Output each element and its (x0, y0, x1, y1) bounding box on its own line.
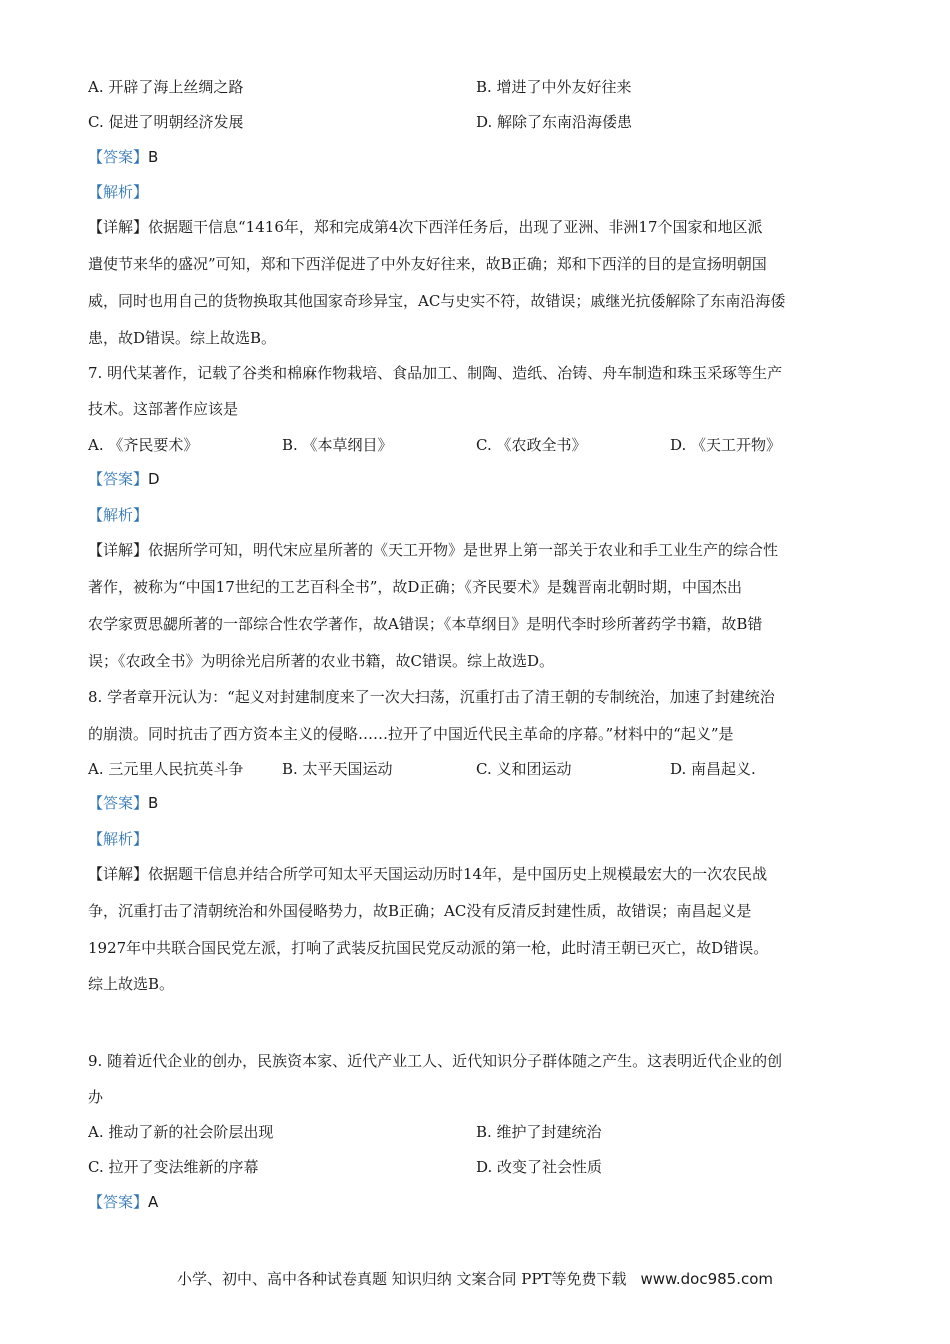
q8-option-d: D. 南昌起义. (670, 760, 756, 778)
q6-detail-line: 威，同时也用自己的货物换取其他国家奇珍异宝，AC与史实不符，故错误；戚继光抗倭解除了东南沿海倭 (88, 292, 786, 310)
q8-option-a: A. 三元里人民抗英斗争 (88, 760, 244, 778)
q9-option-c: C. 拉开了变法维新的序幕 (88, 1158, 259, 1176)
q7-answer (88, 469, 866, 489)
q7-detail-line: 误；《农政全书》为明徐光启所著的农业书籍，故C错误。综上故选D。 (88, 652, 555, 670)
q9-option-d: D. 改变了社会性质 (476, 1158, 603, 1176)
q8-detail-line: 【详解】依据题干信息并结合所学可知太平天国运动历时14年，是中国历史上规模最宏大的一次农民战 (88, 865, 768, 883)
q7-stem: 技术。这部著作应该是 (88, 400, 239, 418)
detail-tag: 【详解】 (88, 218, 149, 236)
q7-detail-line: 农学家贾思勰所著的一部综合性农学著作，故A错误；《本草纲目》是明代李时珍所著药学书籍，故B错 (88, 615, 763, 633)
q9-option-b: B. 维护了封建统治 (476, 1123, 602, 1141)
q7-detail-line: 【详解】依据所学可知，明代宋应星所著的《天工开物》是世界上第一部关于农业和手工业生产的综合性 (88, 541, 779, 559)
answer-tag: 【答案】 (88, 1193, 149, 1211)
answer-tag: 【答案】 (88, 470, 149, 488)
q8-answer (88, 793, 866, 813)
q6-option-b: B. 增进了中外友好往来 (476, 78, 632, 96)
q9-option-a: A. 推动了新的社会阶层出现 (88, 1123, 274, 1141)
q9-stem: 办 (88, 1088, 104, 1106)
q6-option-d: D. 解除了东南沿海倭患 (476, 113, 633, 131)
answer-value: D (148, 470, 160, 488)
q6-detail-line: 遣使节来华的盛况”可知，郑和下西洋促进了中外友好往来，故B正确；郑和下西洋的目的是宣扬明朝国 (88, 255, 767, 273)
q6-detail-line: 【详解】依据题干信息“1416年，郑和完成第4次下西洋任务后，出现了亚洲、非洲17个国家和地区派 (88, 218, 763, 236)
q8-analysis-tag: 【解析】 (88, 830, 149, 848)
answer-value: B (148, 148, 159, 166)
q9-answer (88, 1192, 866, 1212)
answer-tag: 【答案】 (88, 794, 149, 812)
footer-text: 小学、初中、高中各种试卷真题 知识归纳 文案合同 PPT等免费下载 (176, 1270, 627, 1288)
q6-detail-line: 患，故D错误。综上故选B。 (88, 329, 277, 347)
q8-detail-line: 综上故选B。 (88, 975, 175, 993)
q7-detail-line: 著作，被称为“中国17世纪的工艺百科全书”，故D正确；《齐民要术》是魏晋南北朝时期，中国杰出 (88, 578, 742, 596)
q6-answer (88, 147, 866, 167)
q7-option-b: B. 《本草纲目》 (282, 436, 393, 454)
q8-stem: 的崩溃。同时抗击了西方资本主义的侵略……拉开了中国近代民主革命的序幕。”材料中的“起义”是 (88, 725, 734, 743)
q8-stem: 8. 学者章开沅认为：“起义对封建制度来了一次大扫荡，沉重打击了清王朝的专制统治，加速了封建统治 (88, 688, 775, 706)
detail-tag: 【详解】 (88, 541, 149, 559)
q8-option-b: B. 太平天国运动 (282, 760, 393, 778)
q6-analysis-tag: 【解析】 (88, 183, 149, 201)
q8-detail-line: 1927年中共联合国民党左派，打响了武装反抗国民党反动派的第一枪，此时清王朝已灭亡，故D错误。 (88, 939, 769, 957)
detail-tag: 【详解】 (88, 865, 149, 883)
q7-option-a: A. 《齐民要术》 (88, 436, 199, 454)
q8-option-c: C. 义和团运动 (476, 760, 572, 778)
page-footer (0, 1269, 950, 1289)
q7-option-c: C. 《农政全书》 (476, 436, 587, 454)
q6-option-c: C. 促进了明朝经济发展 (88, 113, 244, 131)
q7-analysis-tag: 【解析】 (88, 506, 149, 524)
q8-detail-line: 争，沉重打击了清朝统治和外国侵略势力，故B正确；AC没有反清反封建性质，故错误；南昌起义是 (88, 902, 752, 920)
answer-value: A (148, 1193, 159, 1211)
q7-option-d: D. 《天工开物》 (670, 436, 782, 454)
footer-url[interactable]: www.doc985.com (640, 1270, 774, 1288)
q6-option-a: A. 开辟了海上丝绸之路 (88, 78, 244, 96)
q7-stem: 7. 明代某著作，记载了谷类和棉麻作物栽培、食品加工、制陶、造纸、冶铸、舟车制造和珠玉采琢等生产 (88, 364, 783, 382)
answer-value: B (148, 794, 159, 812)
q9-stem: 9. 随着近代企业的创办，民族资本家、近代产业工人、近代知识分子群体随之产生。这表明近代企业的创 (88, 1052, 783, 1070)
answer-tag: 【答案】 (88, 148, 149, 166)
